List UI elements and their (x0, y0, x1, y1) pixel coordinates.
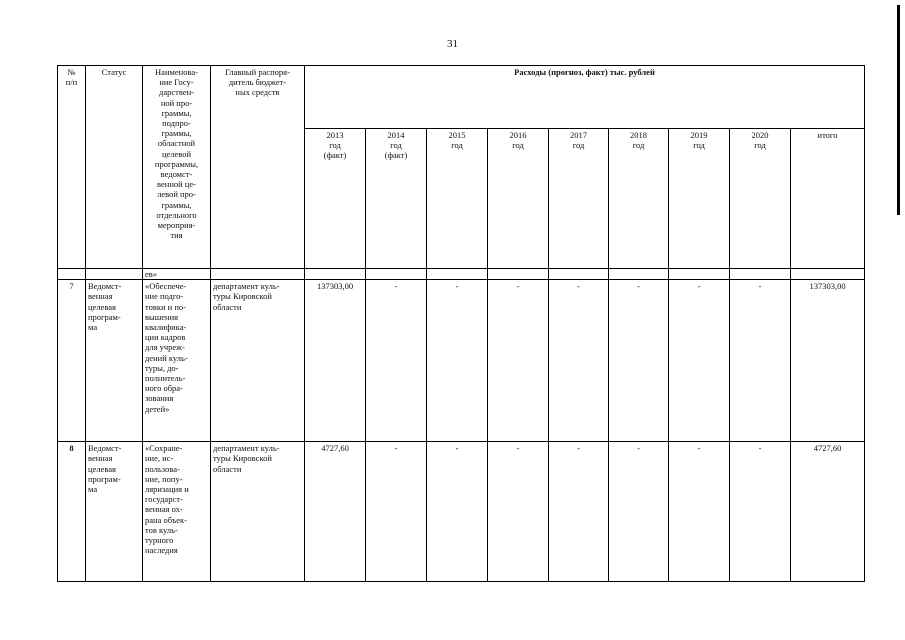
year-header: 2018 год (609, 129, 669, 269)
row-manager: департамент куль- туры Кировской области (211, 280, 305, 442)
row-manager: департамент куль- туры Кировской области (211, 442, 305, 582)
year-header: 2014 год (факт) (366, 129, 427, 269)
year-header: 2015 год (427, 129, 488, 269)
row-name: «Обеспече- ние подго- товки и по- вышения квалифика- ции кадров для учреж- дений куль- туры, до- полнитель- ного обра- зования детей» (143, 280, 211, 442)
table-row (58, 280, 865, 442)
header-row-1 (58, 66, 865, 129)
scan-edge-bar (897, 5, 900, 215)
row-value-2018: - (609, 280, 669, 442)
row-value-2015: - (427, 442, 488, 582)
header-name-continuation: ев» (143, 269, 211, 280)
budget-table (57, 65, 865, 582)
header-manager: Главный распоря- дитель бюджет- ных средств (211, 66, 305, 269)
year-header: 2017 год (549, 129, 609, 269)
row-value-2015: - (427, 280, 488, 442)
year-header: 2016 год (488, 129, 549, 269)
year-header: 2013 год (факт) (305, 129, 366, 269)
row-value-2019: - (669, 442, 730, 582)
header-num: № п/п (58, 66, 86, 269)
header-name: Наименова- ние Госу- дарствен- ной про- граммы, подпро- граммы, областной целевой программы, ведомст- венной це- левой про- граммы, отдельного мероприя- тия (143, 66, 211, 269)
row-number: 8 (58, 442, 86, 582)
row-value-2017: - (549, 280, 609, 442)
row-status: Ведомст- венная целевая програм- ма (86, 442, 143, 582)
header-status: Статус (86, 66, 143, 269)
row-value-2014: - (366, 280, 427, 442)
row-name: «Сохране- ние, ис- пользова- ние, попу- ляризация и государст- венная ох- рана объек- тов куль- турного наследия (143, 442, 211, 582)
row-value-total: 4727,60 (791, 442, 865, 582)
header-expenses: Расходы (прогноз, факт) тыс. рублей (305, 66, 865, 129)
header-continuation-row (58, 269, 865, 280)
row-value-2016: - (488, 280, 549, 442)
year-header: 2020 год (730, 129, 791, 269)
row-number: 7 (58, 280, 86, 442)
row-value-2016: - (488, 442, 549, 582)
page-number: 31 (447, 38, 458, 50)
total-header: итого (791, 129, 865, 269)
row-value-2020: - (730, 442, 791, 582)
row-status: Ведомст- венная целевая програм- ма (86, 280, 143, 442)
table-row (58, 442, 865, 582)
row-value-2014: - (366, 442, 427, 582)
row-value-2013: 137303,00 (305, 280, 366, 442)
row-value-2018: - (609, 442, 669, 582)
row-value-2017: - (549, 442, 609, 582)
row-value-2019: - (669, 280, 730, 442)
row-value-2013: 4727,60 (305, 442, 366, 582)
row-value-2020: - (730, 280, 791, 442)
row-value-total: 137303,00 (791, 280, 865, 442)
year-header: 2019 год (669, 129, 730, 269)
